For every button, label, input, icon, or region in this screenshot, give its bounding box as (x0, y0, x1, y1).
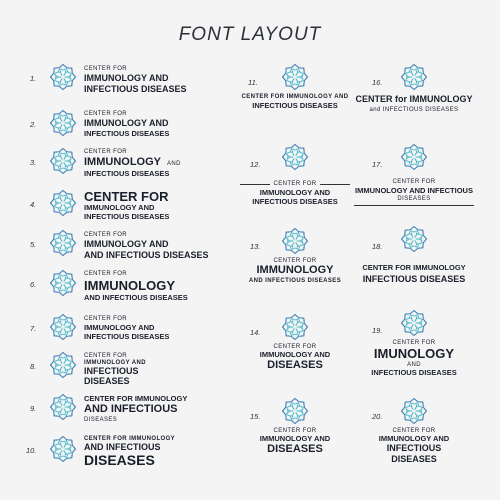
option-number: 12. (250, 160, 261, 169)
option-number: 1. (30, 74, 37, 83)
text-line: IMMUNOLOGY AND (84, 73, 169, 83)
option-number: 14. (250, 328, 261, 337)
virus-logo-icon (50, 436, 76, 462)
option-number: 6. (30, 280, 37, 289)
virus-logo-icon (282, 64, 308, 90)
option-number: 2. (30, 120, 37, 129)
text-line: IMMUNOLOGY AND (84, 203, 155, 212)
text-line: INFECTIOUS DISEASES (84, 129, 170, 138)
text-line: AND INFECTIOUS (84, 403, 178, 415)
text-line: CENTER FOR (392, 340, 436, 346)
text-line: DISEASES (391, 454, 437, 464)
text-line: CENTER FOR IMMUNOLOGY AND (241, 94, 349, 100)
text-line: CENTER FOR (273, 344, 317, 350)
text-line: INFECTIOUS DISEASES (252, 197, 338, 206)
text-line: INFECTIOUS DISEASES (84, 332, 170, 341)
text-line: IMMUNOLOGY AND INFECTIOUS (355, 186, 473, 195)
text-line: CENTER FOR (84, 149, 127, 155)
option-number: 10. (26, 446, 37, 455)
text-line: CENTER FOR IMMUNOLOGY (84, 394, 188, 403)
text-line: INFECTIOUS (386, 443, 442, 453)
text-line: DISEASES (84, 452, 155, 468)
text-line: DISEASES (397, 196, 431, 202)
text-line: CENTER FOR (392, 179, 436, 185)
text-line: IMMUNOLOGY AND (84, 239, 169, 249)
text-line: CENTER FOR (270, 181, 320, 187)
option-number: 17. (372, 160, 383, 169)
option-number: 4. (30, 200, 37, 209)
text-line: CENTER FOR (84, 66, 127, 72)
option-number: 15. (250, 412, 261, 421)
option-number: 18. (372, 242, 383, 251)
virus-logo-icon (401, 226, 427, 252)
option-number: 7. (30, 324, 37, 333)
option-number: 9. (30, 404, 37, 413)
virus-logo-icon (50, 314, 76, 340)
virus-logo-icon (50, 64, 76, 90)
text-line: CENTER FOR (84, 271, 127, 277)
text-line: IMMUNOLOGY AND (259, 188, 331, 197)
option-number: 11. (248, 78, 258, 87)
text-line: INFECTIOUS (84, 366, 139, 376)
text-line: DISEASES (267, 359, 323, 371)
text-line: CENTER for IMMUNOLOGY (355, 94, 473, 104)
text-line: IMMUNOLOGY (84, 156, 161, 168)
divider-line (354, 205, 474, 206)
text-line: DISEASES (84, 417, 118, 423)
text-line: CENTER FOR (84, 353, 127, 359)
option-number: 20. (372, 412, 383, 421)
virus-logo-icon (50, 270, 76, 296)
virus-logo-icon (50, 352, 76, 378)
text-line: INFECTIOUS DISEASES (84, 169, 170, 178)
virus-logo-icon (50, 110, 76, 136)
virus-logo-icon (401, 144, 427, 170)
option-number: 19. (372, 326, 383, 335)
text-line: and INFECTIOUS DISEASES (369, 107, 459, 113)
text-line: IMMUNOLOGY AND (84, 118, 169, 128)
virus-logo-icon (282, 144, 308, 170)
option-number: 16. (372, 78, 383, 87)
text-line: IMMUNOLOGY AND (84, 360, 146, 366)
virus-logo-icon (50, 394, 76, 420)
text-line: CENTER FOR (84, 111, 127, 117)
text-line: AND INFECTIOUS DISEASES (248, 278, 342, 284)
page-title: FONT LAYOUT (178, 24, 322, 45)
text-line: IMMUNOLOGY (84, 278, 175, 293)
text-line: IMMUNOLOGY AND (259, 350, 331, 359)
text-line: CENTER FOR IMMUNOLOGY (84, 436, 176, 442)
text-line: CENTER FOR (273, 258, 317, 264)
text-line: INFECTIOUS DISEASES (84, 84, 187, 94)
virus-logo-icon (401, 310, 427, 336)
text-line: CENTER FOR (392, 428, 436, 434)
text-line: IMMUNOLOGY AND (84, 323, 155, 332)
virus-logo-icon (282, 314, 308, 340)
virus-logo-icon (282, 228, 308, 254)
text-line: AND (407, 362, 421, 368)
text-line: AND (167, 161, 181, 167)
text-line: INFECTIOUS DISEASES (362, 274, 466, 284)
option-number: 3. (30, 158, 37, 167)
option-number: 5. (30, 240, 37, 249)
text-line: IMMUNOLOGY AND (259, 434, 331, 443)
text-line: CENTER FOR (84, 316, 127, 322)
text-line: INFECTIOUS DISEASES (84, 212, 170, 221)
text-line: DISEASES (267, 443, 323, 455)
text-line: CENTER FOR (84, 189, 169, 204)
text-line: IMMUNOLOGY AND (378, 434, 450, 443)
text-line: INFECTIOUS DISEASES (252, 101, 338, 110)
text-line: CENTER FOR (84, 232, 127, 238)
virus-logo-icon (282, 398, 308, 424)
text-line: IMUNOLOGY (373, 346, 455, 361)
text-line: IMMUNOLOGY (256, 264, 334, 276)
virus-logo-icon (401, 398, 427, 424)
text-line: CENTER FOR IMMUNOLOGY (362, 263, 466, 272)
text-line: AND INFECTIOUS (84, 442, 161, 452)
virus-logo-icon (50, 190, 76, 216)
text-line: DISEASES (84, 376, 130, 386)
option-number: 13. (250, 242, 261, 251)
text-line: CENTER FOR (273, 428, 317, 434)
text-line: AND INFECTIOUS DISEASES (84, 293, 188, 302)
text-line: INFECTIOUS DISEASES (371, 368, 457, 377)
virus-logo-icon (50, 148, 76, 174)
text-line: AND INFECTIOUS DISEASES (84, 250, 209, 260)
virus-logo-icon (50, 230, 76, 256)
virus-logo-icon (401, 64, 427, 90)
option-number: 8. (30, 362, 37, 371)
